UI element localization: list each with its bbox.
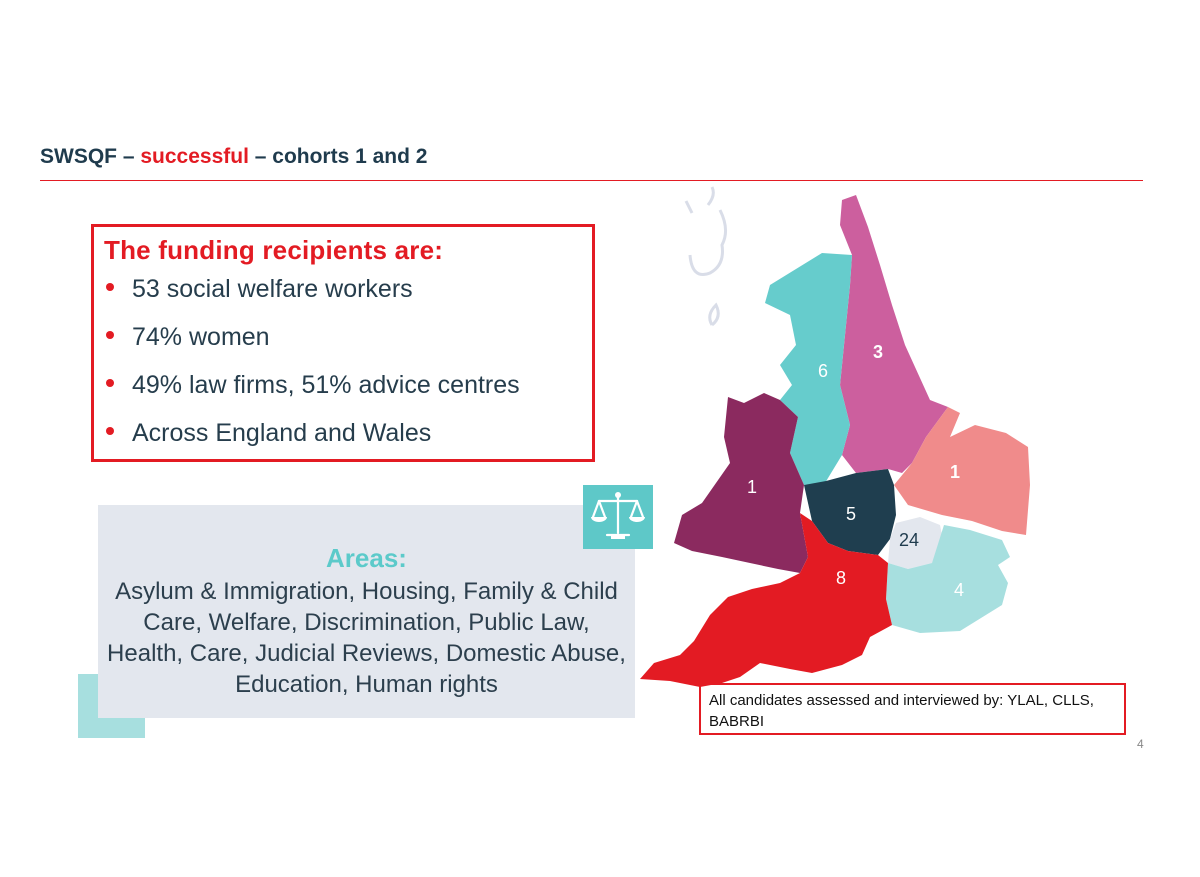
recipients-list [104,274,592,466]
england-wales-map [630,185,1050,690]
region-label: 8 [836,568,847,588]
recipient-item: 74% women [104,322,592,370]
recipients-box [91,224,595,462]
areas-title: Areas: [326,543,407,573]
region-label: 3 [873,342,884,362]
title-part1: SWSQF – [40,145,141,168]
title-part2: – cohorts 1 and 2 [248,145,428,168]
recipients-heading: The funding recipients are: [104,235,444,265]
assessment-note: All candidates assessed and interviewed by: YLAL, CLLS, BABRBI [699,683,1126,735]
areas-box [98,505,635,718]
page-number: 4 [1137,737,1144,751]
recipient-item: Across England and Wales [104,418,592,466]
region-label: 1 [747,477,758,497]
scotland-outline [686,187,726,325]
recipient-item: 53 social welfare workers [104,274,592,322]
region-label: 6 [818,361,829,381]
region-label: 24 [899,530,920,550]
title-divider [40,180,1143,181]
region-label: 1 [950,462,961,482]
map-regions [640,195,1030,687]
areas-text: Asylum & Immigration, Housing, Family & Child Care, Welfare, Discrimination, Public Law, Health, Care, Judicial Reviews, Domestic Abuse, Education, Human rights [107,578,626,698]
region-wales [674,393,808,573]
region-label: 4 [954,580,965,600]
region-label: 5 [846,504,857,524]
recipient-item: 49% law firms, 51% advice centres [104,370,592,418]
slide-title [40,145,427,169]
title-highlight: successful [140,145,249,168]
